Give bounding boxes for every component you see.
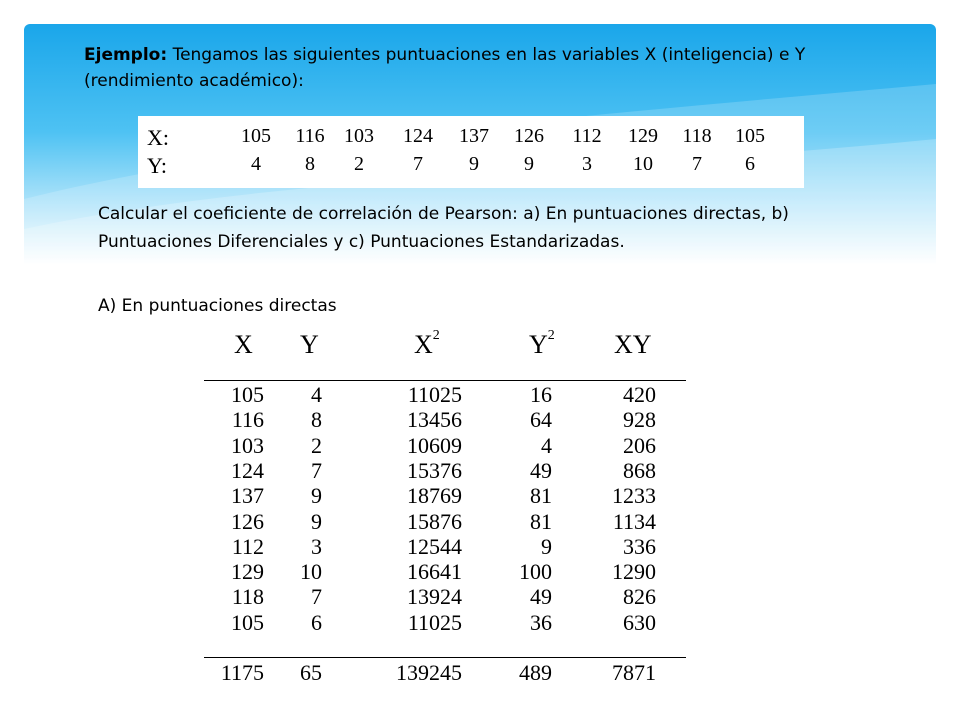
table-cell-x-squared: 16641 <box>407 559 462 585</box>
x-value-4: 124 <box>403 125 433 147</box>
x-value-8: 129 <box>628 125 658 147</box>
table-cell-x: 116 <box>231 407 264 433</box>
section-title: A) En puntuaciones directas <box>98 296 337 316</box>
table-cell-x: 103 <box>231 432 264 458</box>
table-cell-y: 6 <box>311 609 322 635</box>
header-xy-text: XY <box>614 330 652 359</box>
table-cell-x-squared: 10609 <box>407 432 462 458</box>
header-y-squared <box>529 330 555 360</box>
table-cell-xy: 206 <box>623 432 656 458</box>
y-value-8: 10 <box>633 153 653 175</box>
intro-paragraph <box>84 42 884 94</box>
table-cell-y-squared: 49 <box>530 457 552 483</box>
table-cell-x: 129 <box>231 559 264 585</box>
y-row-label: Y: <box>147 153 167 178</box>
x-value-6: 126 <box>514 125 544 147</box>
table-cell-x-squared: 13924 <box>407 584 462 610</box>
table-cell-x: 137 <box>231 483 264 509</box>
x-value-10: 105 <box>735 125 765 147</box>
table-cell-y-squared: 49 <box>530 584 552 610</box>
total-y: 65 <box>300 660 322 685</box>
table-cell-x: 112 <box>231 533 264 559</box>
table-cell-x-squared: 12544 <box>407 533 462 559</box>
header-x-squared <box>414 330 440 360</box>
total-x-squared: 139245 <box>396 660 462 685</box>
table-cell-xy: 630 <box>623 609 656 635</box>
total-y-squared: 489 <box>519 660 552 685</box>
table-cell-y-squared: 9 <box>541 533 552 559</box>
header-x-squared-exponent: 2 <box>432 328 440 343</box>
table-cell-y: 7 <box>311 584 322 610</box>
y-value-1: 4 <box>251 153 261 175</box>
intro-label: Ejemplo: <box>84 45 168 65</box>
y-value-3: 2 <box>354 153 364 175</box>
table-cell-y: 7 <box>311 457 322 483</box>
x-value-3: 103 <box>344 125 374 147</box>
header-x <box>234 330 253 360</box>
table-cell-x: 126 <box>231 508 264 534</box>
table-cell-y: 10 <box>300 559 322 585</box>
header-y <box>300 330 319 360</box>
x-row-label: X: <box>147 125 169 150</box>
table-cell-y-squared: 81 <box>530 483 552 509</box>
header-xy <box>614 330 652 360</box>
table-cell-y: 8 <box>311 407 322 433</box>
x-value-7: 112 <box>572 125 602 147</box>
table-cell-y-squared: 4 <box>541 432 552 458</box>
x-value-2: 116 <box>295 125 325 147</box>
table-cell-y-squared: 81 <box>530 508 552 534</box>
table-cell-x-squared: 15376 <box>407 457 462 483</box>
task-statement: Calcular el coeficiente de correlación de Pearson: a) En puntuaciones directas, b) Puntuaciones Diferenciales y c) Puntuaciones Estandarizadas. <box>98 204 789 252</box>
x-value-1: 105 <box>241 125 271 147</box>
table-cell-y-squared: 36 <box>530 609 552 635</box>
table-cell-x: 105 <box>231 382 264 407</box>
y-value-7: 3 <box>582 153 592 175</box>
x-values-row <box>138 125 804 151</box>
total-x: 1175 <box>220 660 264 685</box>
y-value-6: 9 <box>524 153 534 175</box>
header-x-squared-text: X <box>414 330 433 359</box>
table-cell-y-squared: 64 <box>530 407 552 433</box>
table-cell-x-squared: 18769 <box>407 483 462 509</box>
intro-text: Tengamos las siguientes puntuaciones en las variables X (inteligencia) e Y (rendimiento académico): <box>84 45 806 91</box>
table-cell-xy: 1134 <box>612 508 656 534</box>
x-value-9: 118 <box>682 125 712 147</box>
y-value-10: 6 <box>745 153 755 175</box>
table-cell-y-squared: 100 <box>519 559 552 585</box>
header-rule <box>204 380 686 381</box>
header-y-squared-text: Y <box>529 330 548 359</box>
header-y-squared-exponent: 2 <box>547 328 555 343</box>
table-cell-y: 3 <box>311 533 322 559</box>
header-y-text: Y <box>300 330 319 359</box>
x-value-5: 137 <box>459 125 489 147</box>
table-cell-y: 9 <box>311 483 322 509</box>
table-cell-x-squared: 15876 <box>407 508 462 534</box>
table-cell-xy: 420 <box>623 382 656 407</box>
table-cell-y-squared: 16 <box>530 382 552 407</box>
table-cell-xy: 826 <box>623 584 656 610</box>
y-value-2: 8 <box>305 153 315 175</box>
table-cell-y: 2 <box>311 432 322 458</box>
table-cell-x: 124 <box>231 457 264 483</box>
y-value-4: 7 <box>413 153 423 175</box>
table-cell-xy: 336 <box>623 533 656 559</box>
raw-scores-box <box>138 116 804 188</box>
totals-rule <box>204 657 686 658</box>
computation-table <box>204 330 686 690</box>
table-cell-x-squared: 11025 <box>407 382 462 407</box>
table-cell-x-squared: 11025 <box>407 609 462 635</box>
table-cell-xy: 868 <box>623 457 656 483</box>
y-value-9: 7 <box>692 153 702 175</box>
table-cell-xy: 1233 <box>612 483 656 509</box>
table-cell-y: 4 <box>311 382 322 407</box>
table-cell-x: 118 <box>231 584 264 610</box>
table-cell-xy: 1290 <box>612 559 656 585</box>
table-cell-x-squared: 13456 <box>407 407 462 433</box>
table-cell-x: 105 <box>231 609 264 635</box>
header-x-text: X <box>234 330 253 359</box>
total-xy: 7871 <box>612 660 656 685</box>
table-cell-xy: 928 <box>623 407 656 433</box>
y-value-5: 9 <box>469 153 479 175</box>
y-values-row <box>138 153 804 179</box>
table-cell-y: 9 <box>311 508 322 534</box>
